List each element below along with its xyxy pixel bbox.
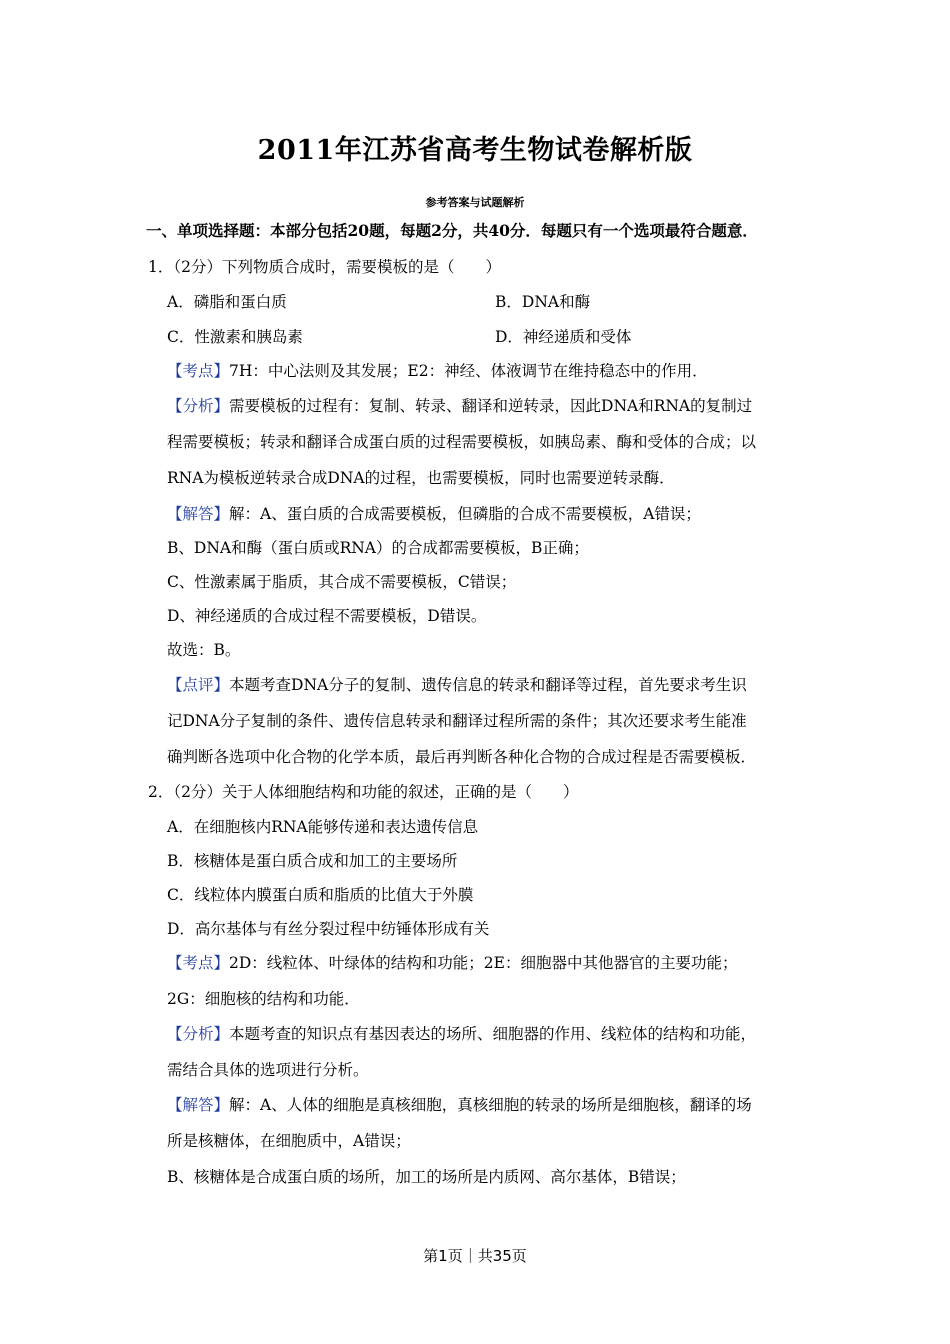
- q2-option-a: A．在细胞核内RNA能够传递和表达遗传信息: [167, 818, 479, 836]
- q1-jieda-line-3: C、性激素属于脂质，其合成不需要模板，C错误；: [167, 573, 517, 591]
- q2-option-c: C．线粒体内膜蛋白质和脂质的比值大于外膜: [167, 886, 474, 904]
- q2-jieda-line-3: B、核糖体是合成蛋白质的场所，加工的场所是内质网、高尔基体，B错误；: [167, 1168, 686, 1186]
- q2-option-b: B．核糖体是蛋白质合成和加工的主要场所: [167, 852, 458, 870]
- jieda-tag: 【解答】: [167, 1096, 230, 1114]
- jieda-tag: 【解答】: [167, 505, 230, 523]
- kaodian-tag: 【考点】: [167, 954, 230, 972]
- q1-fenxi-line-3: RNA为模板逆转录合成DNA的过程，也需要模板，同时也需要逆转录酶．: [167, 469, 675, 487]
- fenxi-tag: 【分析】: [167, 397, 230, 415]
- q2-option-d: D．高尔基体与有丝分裂过程中纺锤体形成有关: [167, 920, 490, 938]
- dianping-tag: 【点评】: [167, 676, 230, 694]
- section-heading: 一、单项选择题：本部分包括20题，每题2分，共40分．每题只有一个选项最符合题意．: [146, 221, 758, 240]
- q1-jieda-line-5: 故选：B。: [167, 641, 241, 659]
- q1-option-b: B．DNA和酶: [495, 293, 591, 311]
- q1-fenxi: [167, 396, 752, 416]
- q2-fenxi: [167, 1024, 756, 1044]
- question-2-stem: 2．（2分）关于人体细胞结构和功能的叙述，正确的是（ ）: [148, 783, 579, 801]
- q1-option-c: C．性激素和胰岛素: [167, 328, 303, 346]
- page-title: 2011年江苏省高考生物试卷解析版: [257, 135, 693, 166]
- q1-dianping-line-1: 本题考查DNA分子的复制、遗传信息的转录和翻译等过程，首先要求考生识: [229, 676, 747, 694]
- q1-jieda: [167, 504, 701, 524]
- q2-jieda-line-2: 所是核糖体，在细胞质中，A错误；: [167, 1132, 411, 1150]
- q1-fenxi-line-2: 程需要模板；转录和翻译合成蛋白质的过程需要模板，如胰岛素、酶和受体的合成；以: [167, 433, 757, 451]
- q1-fenxi-line-1: 需要模板的过程有：复制、转录、翻译和逆转录，因此DNA和RNA的复制过: [229, 397, 753, 415]
- page-footer: 第1页｜共35页: [423, 1247, 527, 1265]
- fenxi-tag: 【分析】: [167, 1025, 230, 1043]
- q1-dianping-line-3: 确判断各选项中化合物的化学本质，最后再判断各种化合物的合成过程是否需要模板．: [167, 748, 757, 766]
- q1-jieda-line-2: B、DNA和酶（蛋白质或RNA）的合成都需要模板，B正确；: [167, 539, 589, 557]
- q1-dianping: [167, 675, 747, 695]
- q1-dianping-line-2: 记DNA分子复制的条件、遗传信息转录和翻译过程所需的条件；其次还要求考生能准: [167, 712, 747, 730]
- q1-kaodian-text: 7H：中心法则及其发展；E2：神经、体液调节在维持稳态中的作用．: [229, 362, 708, 380]
- kaodian-tag: 【考点】: [167, 362, 230, 380]
- q2-jieda: [167, 1095, 752, 1115]
- q2-kaodian-line-2: 2G：细胞核的结构和功能．: [167, 990, 360, 1008]
- q2-kaodian: [167, 953, 737, 973]
- q2-jieda-line-1: 解：A、人体的细胞是真核细胞，真核细胞的转录的场所是细胞核，翻译的场: [229, 1096, 752, 1114]
- q1-jieda-line-4: D、神经递质的合成过程不需要模板，D错误。: [167, 607, 487, 625]
- question-1-stem: 1．（2分）下列物质合成时，需要模板的是（ ）: [148, 258, 501, 276]
- page-subtitle: 参考答案与试题解析: [425, 196, 525, 209]
- q1-jieda-line-1: 解：A、蛋白质的合成需要模板，但磷脂的合成不需要模板，A错误；: [229, 505, 701, 523]
- q1-kaodian: [167, 361, 708, 381]
- q1-option-a: A．磷脂和蛋白质: [167, 293, 287, 311]
- q1-option-d: D．神经递质和受体: [495, 328, 632, 346]
- q2-kaodian-line-1: 2D：线粒体、叶绿体的结构和功能；2E：细胞器中其他器官的主要功能；: [229, 954, 738, 972]
- q2-fenxi-line-1: 本题考查的知识点有基因表达的场所、细胞器的作用、线粒体的结构和功能，: [229, 1025, 757, 1043]
- q2-fenxi-line-2: 需结合具体的选项进行分析。: [167, 1061, 369, 1079]
